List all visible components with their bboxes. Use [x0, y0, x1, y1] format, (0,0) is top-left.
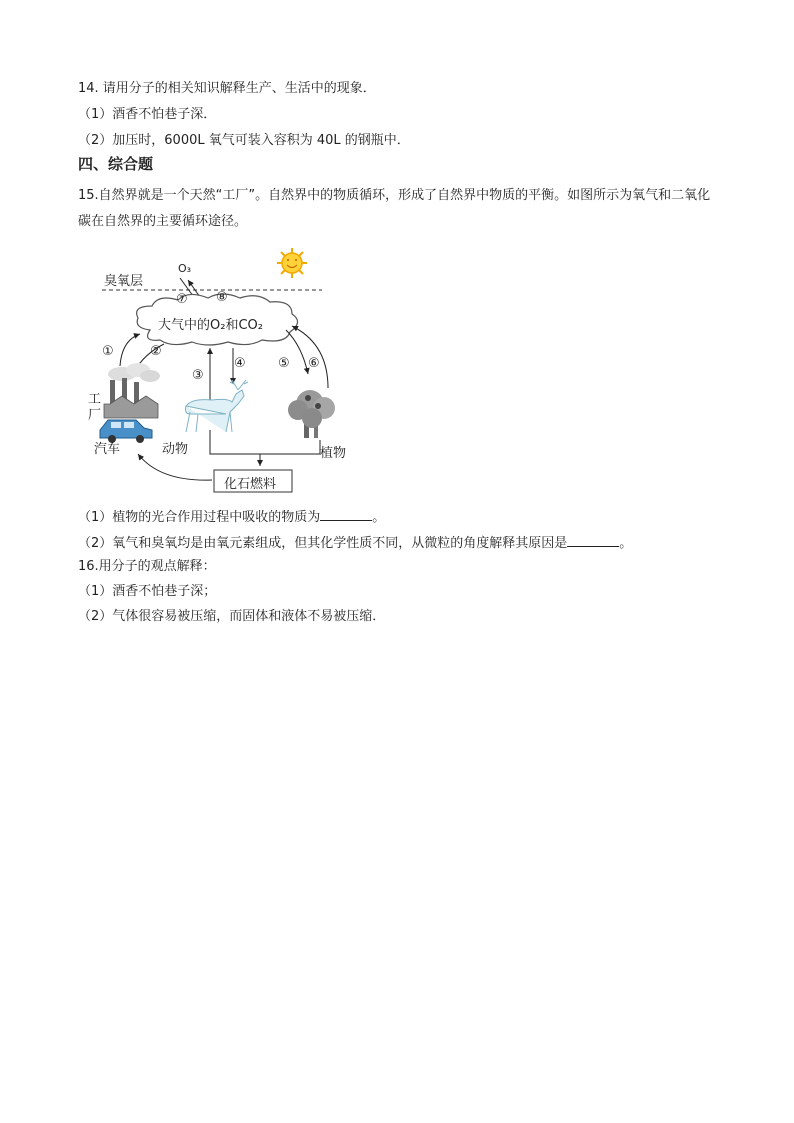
step-7-label: ⑦: [176, 292, 188, 307]
q15-part1-end: 。: [372, 510, 386, 525]
step-2-label: ②: [150, 344, 162, 359]
q15-stem: 15.自然界就是一个天然“工厂”。自然界中的物质循环，形成了自然界中物质的平衡。如图所示为氧气和二氧化碳在自然界的主要循环途径。: [78, 188, 711, 229]
answer-blank-1[interactable]: [320, 508, 372, 521]
q15-part1-text: （1）植物的光合作用过程中吸收的物质为: [78, 510, 321, 525]
deer-icon: [186, 380, 249, 432]
section-title: 四、综合题: [78, 155, 154, 173]
step-3-label: ③: [192, 368, 204, 383]
fossil-fuel-label: 化石燃料: [224, 477, 277, 492]
step-1-label: ①: [102, 344, 114, 359]
car-label: 汽车: [94, 442, 121, 457]
plant-label: 植物: [320, 446, 347, 461]
animal-label: 动物: [162, 442, 189, 457]
q15-part2-text: （2）氧气和臭氧均是由氧元素组成，但其化学性质不同，从微粒的角度解释其原因是: [78, 536, 568, 551]
q14-part2: （2）加压时，6000L 氧气可装入容积为 40L 的钢瓶中．: [78, 133, 410, 148]
q15-part1: [78, 508, 385, 527]
q16-stem: 16.用分子的观点解释：: [78, 559, 216, 574]
step-4-label: ④: [234, 356, 246, 371]
tree-icon: [288, 390, 335, 438]
answer-blank-2[interactable]: [567, 534, 619, 547]
q14-part1: （1）酒香不怕巷子深．: [78, 107, 217, 122]
q15-part2-end: 。: [619, 536, 633, 551]
fossil-link-line: [210, 430, 320, 454]
step-5-label: ⑤: [278, 356, 290, 371]
sun-icon: [277, 248, 307, 278]
cycle-diagram: [80, 248, 347, 498]
factory-label: 工厂: [88, 392, 102, 423]
factory-icon: [104, 363, 160, 418]
step-6-label: ⑥: [308, 356, 320, 371]
arrow-1: [120, 334, 140, 366]
fossil-to-car-arrow: [138, 454, 212, 480]
q15-part2: [78, 534, 632, 553]
q14-stem: 14. 请用分子的相关知识解释生产、生活中的现象．: [78, 81, 376, 96]
q16-part1: （1）酒香不怕巷子深；: [78, 584, 217, 599]
ozone-layer-label: 臭氧层: [104, 274, 144, 289]
step-8-label: ⑧: [216, 290, 228, 305]
q16-part2: （2）气体很容易被压缩，而固体和液体不易被压缩．: [78, 609, 386, 624]
o3-label: O₃: [178, 262, 192, 275]
cloud-label: 大气中的O₂和CO₂: [158, 318, 263, 333]
